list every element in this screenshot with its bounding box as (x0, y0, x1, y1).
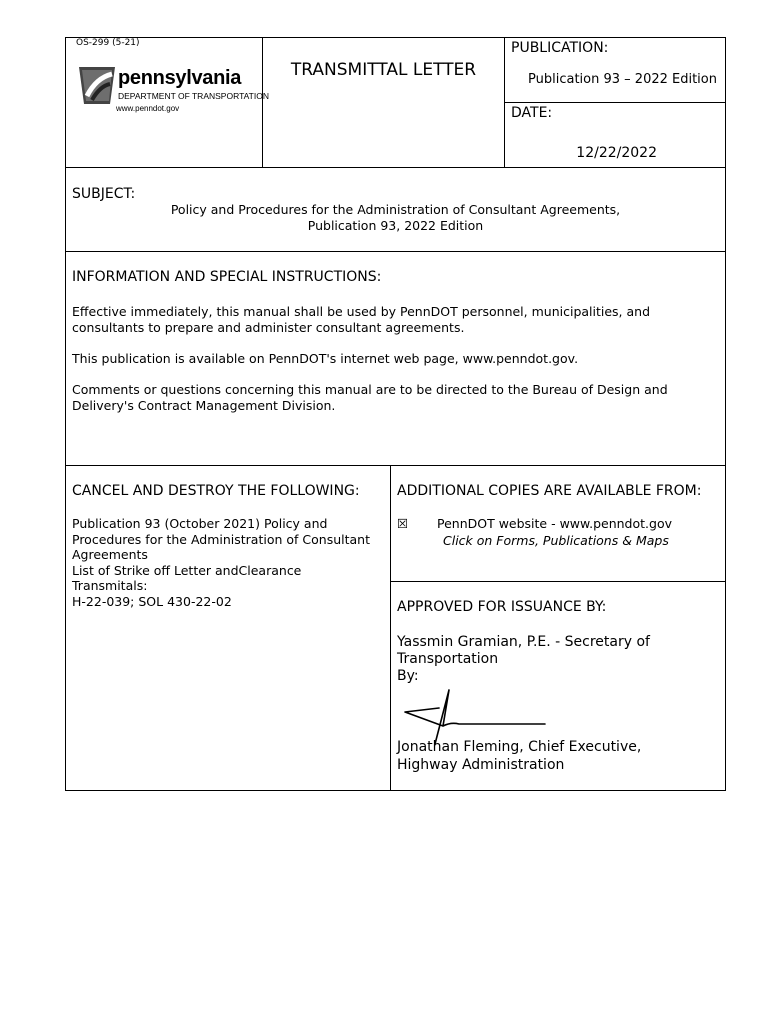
checked-box-icon: ☒ (397, 516, 409, 531)
date-label: DATE: (511, 105, 553, 121)
approver-block (397, 634, 695, 685)
cancel-item: H-22-039; SOL 430-22-02 (72, 593, 232, 609)
info-paragraph-3: Comments or questions concerning this manual are to be directed to the Bureau of Design and Delivery's Contract Management Division. (72, 382, 668, 413)
penndot-logo (78, 64, 269, 114)
approval-heading: APPROVED FOR ISSUANCE BY: (397, 599, 607, 615)
form-number: OS-299 (5-21) (76, 38, 140, 48)
publication-cell (505, 37, 726, 103)
info-cell (65, 252, 726, 466)
cancel-list (72, 516, 380, 609)
cancel-item: List of Strike off Letter andClearance Transmitals: (72, 562, 302, 593)
title-cell (263, 37, 505, 168)
cancel-item: Publication 93 (October 2021) Policy and Procedures for the Administration of Consultant Agreements (72, 516, 370, 562)
info-paragraph-1: Effective immediately, this manual shall be used by PennDOT personnel, municipalities, and consultants to prepare and administer consultant agreements. (72, 304, 651, 335)
approver-name: Yassmin Gramian, P.E. - Secretary of Transportation (397, 634, 650, 667)
subject-text (66, 202, 725, 234)
approval-cell (391, 582, 726, 791)
logo-wordmark: pennsylvania (118, 67, 242, 89)
by-label: By: (397, 668, 419, 684)
copies-item (397, 516, 672, 532)
copies-item-text: PennDOT website - www.penndot.gov (437, 516, 672, 531)
logo-url: www.penndot.gov (116, 104, 180, 113)
page-title: TRANSMITTAL LETTER (290, 60, 477, 80)
cancel-cell (65, 466, 391, 791)
publication-value: Publication 93 – 2022 Edition (528, 72, 717, 87)
publication-label: PUBLICATION: (511, 40, 609, 56)
signer-name: Jonathan Fleming, Chief Executive, Highway Administration (397, 739, 642, 773)
subject-line-1: Policy and Procedures for the Administration of Consultant Agreements, (170, 202, 621, 217)
logo-department: DEPARTMENT OF TRANSPORTATION (118, 91, 269, 101)
date-value: 12/22/2022 (576, 145, 657, 161)
info-heading: INFORMATION AND SPECIAL INSTRUCTIONS: (72, 269, 382, 285)
subject-cell (65, 168, 726, 252)
copies-subitem: Click on Forms, Publications & Maps (443, 533, 669, 548)
info-paragraph-2: This publication is available on PennDOT's internet web page, www.penndot.gov. (72, 351, 579, 366)
subject-label: SUBJECT: (72, 186, 136, 202)
copies-heading: ADDITIONAL COPIES ARE AVAILABLE FROM: (397, 483, 702, 499)
keystone-logo-icon (78, 64, 116, 106)
subject-line-2: Publication 93, 2022 Edition (307, 218, 484, 233)
copies-cell (391, 466, 726, 582)
date-cell (505, 103, 726, 168)
logo-cell (65, 37, 269, 168)
cancel-heading: CANCEL AND DESTROY THE FOLLOWING: (72, 483, 360, 499)
